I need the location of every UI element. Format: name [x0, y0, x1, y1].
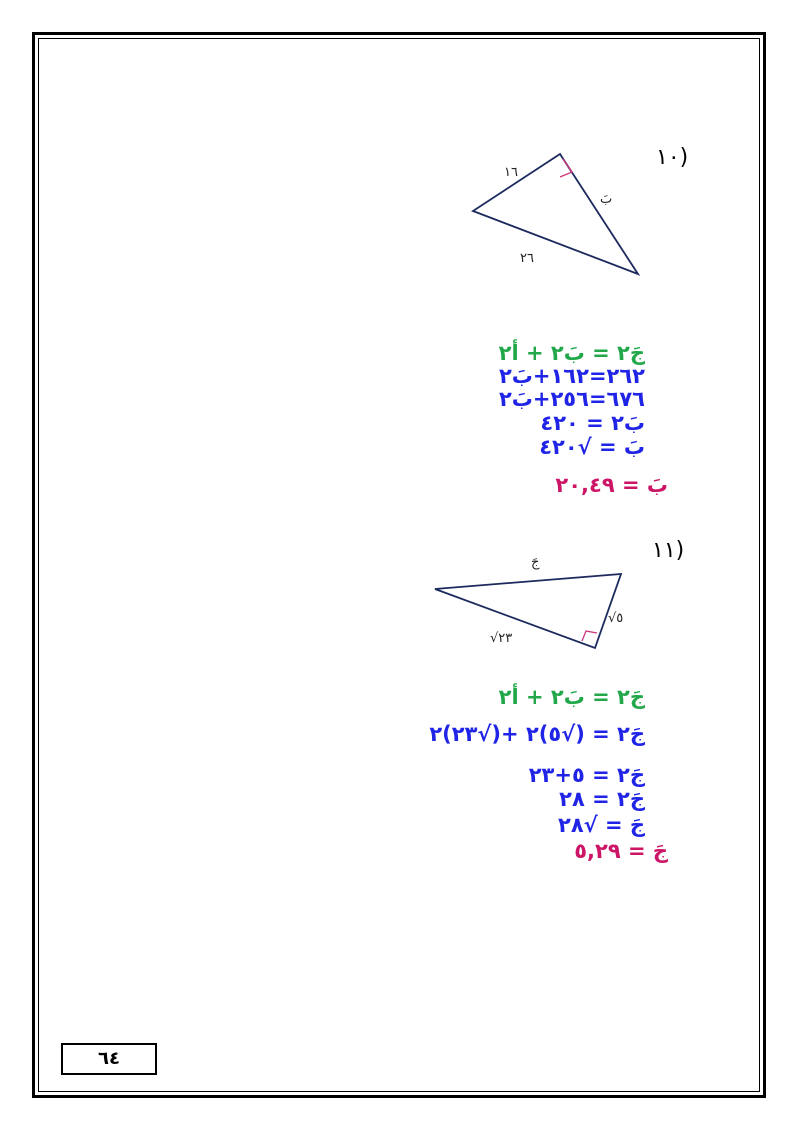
page-border-inner [38, 38, 760, 1092]
problem-10-triangle [460, 148, 650, 283]
p11-step-3: جَ٢ = ٥+٢٣ [528, 763, 645, 787]
triangle-11-label-bottom: √٢٣ [490, 631, 513, 646]
problem-11-number: (١١ [652, 538, 685, 563]
p11-step-5: جَ = √٢٨ [558, 813, 645, 837]
p11-step-6: جَ = ٥,٢٩ [574, 839, 668, 863]
p10-step-1: جَ٢ = بَ٢ + أ٢ [498, 341, 645, 365]
p11-step-4: جَ٢ = ٢٨ [559, 787, 645, 811]
triangle-10-label-bottom: ٢٦ [520, 251, 534, 266]
triangle-10-label-top: ١٦ [504, 165, 518, 180]
p10-step-5: بَ = √٤٢٠ [539, 435, 645, 459]
page-number-box [61, 1043, 157, 1075]
p10-step-4: بَ٢ = ٤٢٠ [540, 411, 645, 435]
triangle-10-shape [473, 154, 638, 274]
problem-10-number: (١٠ [656, 145, 689, 170]
problem-11-triangle [425, 550, 650, 660]
triangle-10-label-right: بَ [600, 192, 613, 207]
page-number: ٦٤ [98, 1048, 120, 1069]
triangle-11-shape [435, 574, 624, 648]
triangle-11-label-right: √٥ [608, 611, 624, 626]
p10-step-6: بَ = ٢٠,٤٩ [555, 473, 668, 497]
triangle-11-label-top: جَ [531, 555, 540, 570]
p11-step-1: جَ٢ = بَ٢ + أ٢ [498, 685, 645, 709]
p11-step-2: جَ٢ = (√٥)٢ +(√٢٣)٢ [429, 722, 645, 746]
p10-step-3: ٦٧٦=٢٥٦+بَ٢ [498, 387, 645, 411]
right-angle-marker-11 [582, 631, 597, 641]
p10-step-2: ٢٦٢=١٦٢+بَ٢ [498, 364, 645, 388]
